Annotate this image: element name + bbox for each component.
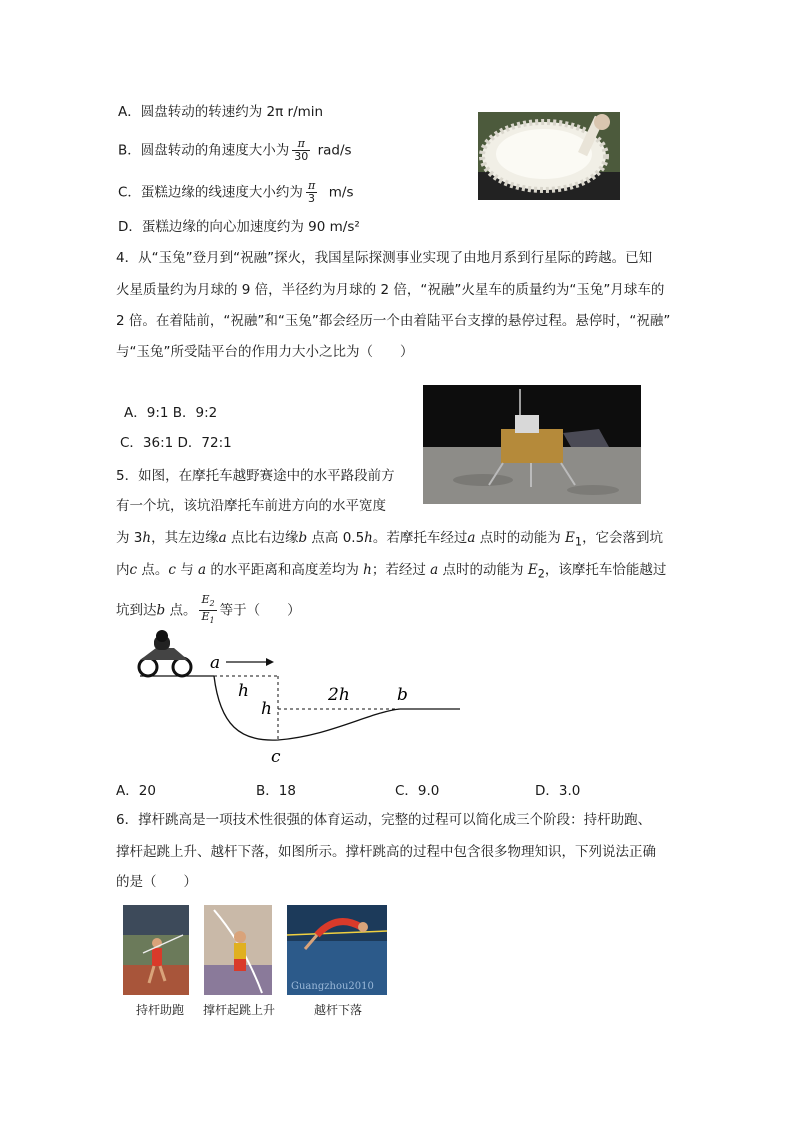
q3-option-b-text: B．圆盘转动的角速度大小为 — [118, 142, 290, 159]
q6-stem-line-1: 6．撑杆跳高是一项技术性很强的体育运动，完整的过程可以简化成三个阶段：持杆助跑、 — [116, 812, 652, 828]
pole-jump-photo — [204, 905, 272, 995]
motorcycle-icon — [139, 630, 191, 676]
caption-pole-run: 持杆助跑 — [136, 1003, 185, 1017]
energy-ratio-fraction: $\frac{E_2}{E_1}$ — [201, 593, 215, 626]
point-a-label: a — [210, 653, 221, 673]
q6-stem-line-3: 的是（ ） — [116, 874, 197, 890]
width-2h-label: 2h — [328, 685, 350, 705]
q5-stem-line-4: 内c 点。c 与 a 的水平距离和高度差均为 h；若经过 a 点时的动能为 $E_2$，该摩托车恰能越过 — [116, 562, 667, 581]
q6-stem-line-2: 撑杆起跳上升、越杆下落，如图所示。撑杆跳高的过程中包含很多物理知识，下列说法正确 — [116, 844, 656, 860]
lander-photo — [423, 385, 641, 504]
caption-bar-clearance: 越杆下落 — [314, 1003, 363, 1017]
svg-text:Guangzhou2010: Guangzhou2010 — [291, 981, 374, 992]
pole-run-photo — [123, 905, 189, 995]
q4-stem-line-3: 2 倍。在着陆前，“祝融”和“玉兔”都会经历一个由着陆平台支撑的悬停过程。悬停时，“祝融” — [116, 313, 671, 329]
q5-option-c: C．9.0 — [395, 783, 440, 799]
bar-clearance-photo — [287, 905, 387, 995]
q4-options-ab: A．9:1 B．9:2 — [124, 405, 218, 421]
pit-diagram — [130, 630, 470, 770]
q5-stem-line-2: 有一个坑，该坑沿摩托车前进方向的水平宽度 — [116, 498, 386, 514]
q4-stem-line-1: 4．从“玉兔”登月到“祝融”探火，我国星际探测事业实现了由地月系到行星际的跨越。已知 — [116, 250, 653, 266]
q3-option-a: A．圆盘转动的转速约为 2π r/min — [118, 104, 324, 120]
q3-option-d: D．蛋糕边缘的向心加速度约为 90 m/s² — [118, 219, 360, 235]
q5-stem-line-1: 5．如图，在摩托车越野赛途中的水平路段前方 — [116, 468, 395, 484]
q4-stem-line-2: 火星质量约为月球的 9 倍，半径约为月球的 2 倍，“祝融”火星车的质量约为“玉兔”月球车的 — [116, 282, 665, 298]
point-b-label: b — [397, 685, 408, 705]
q4-stem-line-4: 与“玉兔”所受陆平台的作用力大小之比为（ ） — [116, 344, 414, 360]
h-label-top: h — [238, 681, 249, 701]
h-label-side: h — [261, 699, 272, 719]
q5-option-b: B．18 — [256, 783, 296, 799]
q3-option-b-fraction: $\frac{\pi}{30}$ — [294, 137, 309, 163]
q5-stem-line-3: 为 3h，其左边缘a 点比右边缘b 点高 0.5h。若摩托车经过a 点时的动能为 $E_1$，它会落到坑 — [116, 530, 664, 549]
q5-stem-line-5: 坑到达b 点。 $\frac{E_2}{E_1}$ 等于（ ） — [116, 593, 301, 626]
q5-option-d: D．3.0 — [535, 783, 581, 799]
q3-option-b — [118, 138, 352, 163]
q3-option-c — [118, 180, 354, 205]
point-c-label: c — [271, 747, 281, 767]
cake-photo — [478, 112, 620, 200]
q3-option-c-text: C．蛋糕边缘的线速度大小约为 — [118, 184, 303, 201]
q4-options-cd: C．36:1 D．72:1 — [120, 435, 232, 451]
q3-option-b-unit: rad/s — [317, 142, 352, 159]
q3-option-c-unit: m/s — [328, 184, 354, 201]
q3-option-c-fraction: $\frac{\pi}{3}$ — [307, 179, 316, 205]
caption-pole-jump: 撑杆起跳上升 — [203, 1003, 276, 1017]
q5-option-a: A．20 — [116, 783, 156, 799]
